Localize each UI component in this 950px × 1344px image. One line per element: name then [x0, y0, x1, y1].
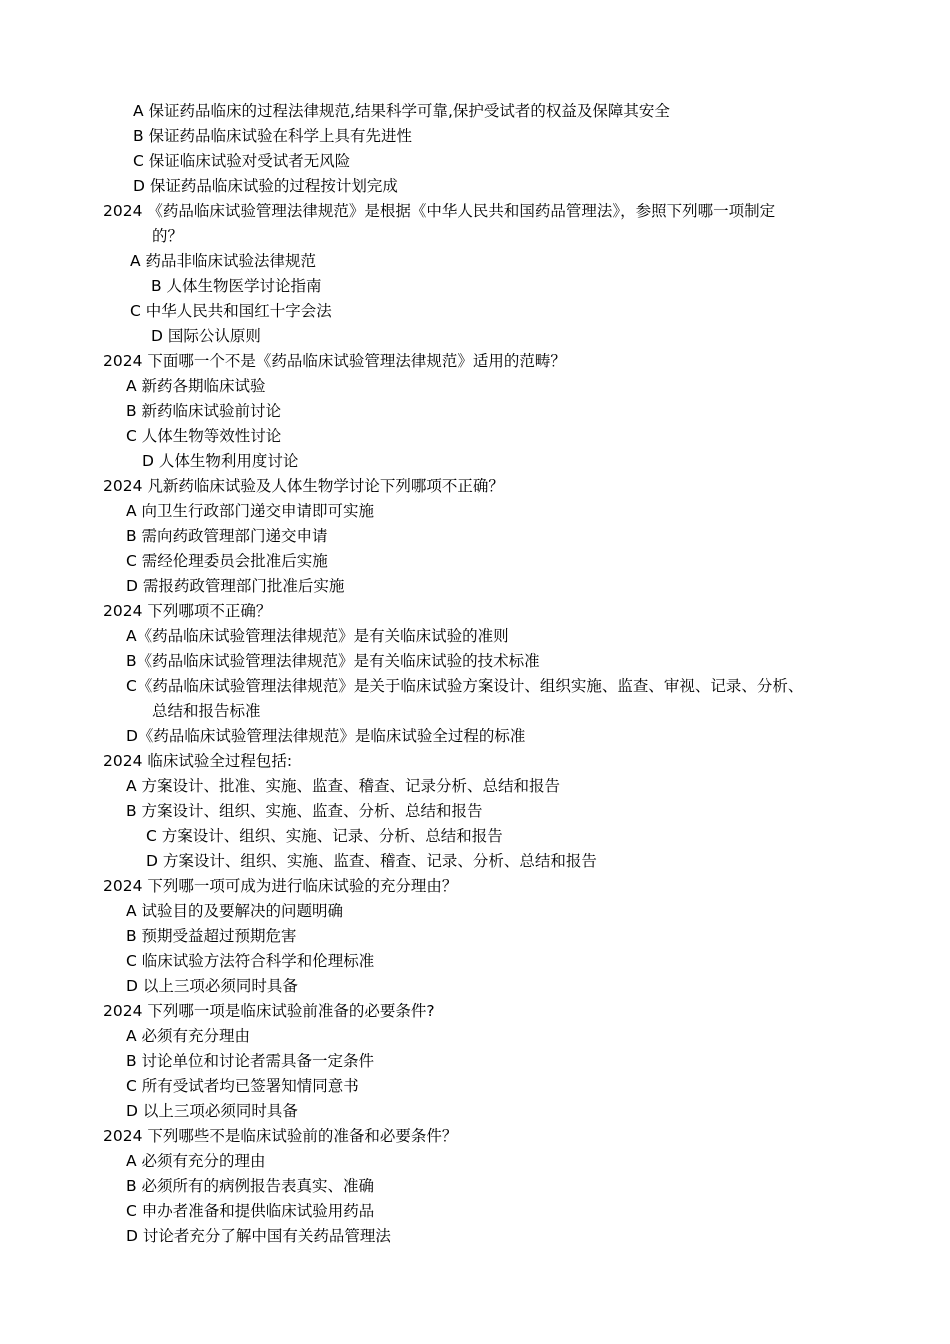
option-line: C《药品临床试验管理法律规范》是关于临床试验方案设计、组织实施、监查、审视、记录、分析、 — [126, 677, 804, 695]
option-line: A 保证药品临床的过程法律规范,结果科学可靠,保护受试者的权益及保障其安全 — [133, 102, 670, 120]
option-line: C 临床试验方法符合科学和伦理标准 — [126, 952, 375, 970]
option-line: B 新药临床试验前讨论 — [126, 402, 282, 420]
question-line: 2024 下列哪一项是临床试验前准备的必要条件? — [103, 1002, 435, 1020]
option-line: A 新药各期临床试验 — [126, 377, 266, 395]
option-line: D 以上三项必须同时具备 — [126, 977, 298, 995]
question-line: 2024 下列哪项不正确？ — [103, 602, 272, 620]
option-line: D 人体生物利用度讨论 — [142, 452, 299, 470]
option-line: C 申办者准备和提供临床试验用药品 — [126, 1202, 375, 1220]
option-line: D 保证药品临床试验的过程按计划完成 — [133, 177, 398, 195]
question-line: 2024 凡新药临床试验及人体生物学讨论下列哪项不正确？ — [103, 477, 504, 495]
question-line: 2024 下列哪些不是临床试验前的准备和必要条件？ — [103, 1127, 458, 1145]
option-continuation: 总结和报告标准 — [152, 702, 261, 720]
option-line: C 人体生物等效性讨论 — [126, 427, 282, 445]
option-line: B 需向药政管理部门递交申请 — [126, 527, 328, 545]
option-line: C 方案设计、组织、实施、记录、分析、总结和报告 — [146, 827, 503, 845]
question-line: 2024 下列哪一项可成为进行临床试验的充分理由？ — [103, 877, 458, 895]
option-line: B 方案设计、组织、实施、监查、分析、总结和报告 — [126, 802, 483, 820]
option-line: B 人体生物医学讨论指南 — [151, 277, 322, 295]
option-line: B 保证药品临床试验在科学上具有先进性 — [133, 127, 413, 145]
option-line: A 必须有充分理由 — [126, 1027, 251, 1045]
option-line: B 预期受益超过预期危害 — [126, 927, 297, 945]
option-line: C 保证临床试验对受试者无风险 — [133, 152, 351, 170]
option-line: A 试验目的及要解决的问题明确 — [126, 902, 344, 920]
option-line: D 讨论者充分了解中国有关药品管理法 — [126, 1227, 391, 1245]
option-line: C 所有受试者均已签署知情同意书 — [126, 1077, 359, 1095]
option-line: D 方案设计、组织、实施、监查、稽查、记录、分析、总结和报告 — [146, 852, 597, 870]
option-line: B 讨论单位和讨论者需具备一定条件 — [126, 1052, 375, 1070]
option-line: A 药品非临床试验法律规范 — [130, 252, 317, 270]
question-line: 2024 下面哪一个不是《药品临床试验管理法律规范》适用的范畴？ — [103, 352, 566, 370]
option-line: D《药品临床试验管理法律规范》是临床试验全过程的标准 — [126, 727, 526, 745]
option-line: A 方案设计、批准、实施、监查、稽查、记录分析、总结和报告 — [126, 777, 561, 795]
option-line: B 必须所有的病例报告表真实、准确 — [126, 1177, 375, 1195]
option-line: A 必须有充分的理由 — [126, 1152, 266, 1170]
option-line: A 向卫生行政部门递交申请即可实施 — [126, 502, 375, 520]
question-line: 2024 《药品临床试验管理法律规范》是根据《中华人民共和国药品管理法》，参照下列哪一项制定 — [103, 202, 776, 220]
option-line: A《药品临床试验管理法律规范》是有关临床试验的准则 — [126, 627, 509, 645]
option-line: C 需经伦理委员会批准后实施 — [126, 552, 328, 570]
question-line: 2024 临床试验全过程包括: — [103, 752, 293, 770]
option-line: C 中华人民共和国红十字会法 — [130, 302, 332, 320]
question-continuation: 的？ — [152, 227, 184, 245]
option-line: B《药品临床试验管理法律规范》是有关临床试验的技术标准 — [126, 652, 540, 670]
option-line: D 以上三项必须同时具备 — [126, 1102, 298, 1120]
option-line: D 国际公认原则 — [151, 327, 261, 345]
option-line: D 需报药政管理部门批准后实施 — [126, 577, 345, 595]
